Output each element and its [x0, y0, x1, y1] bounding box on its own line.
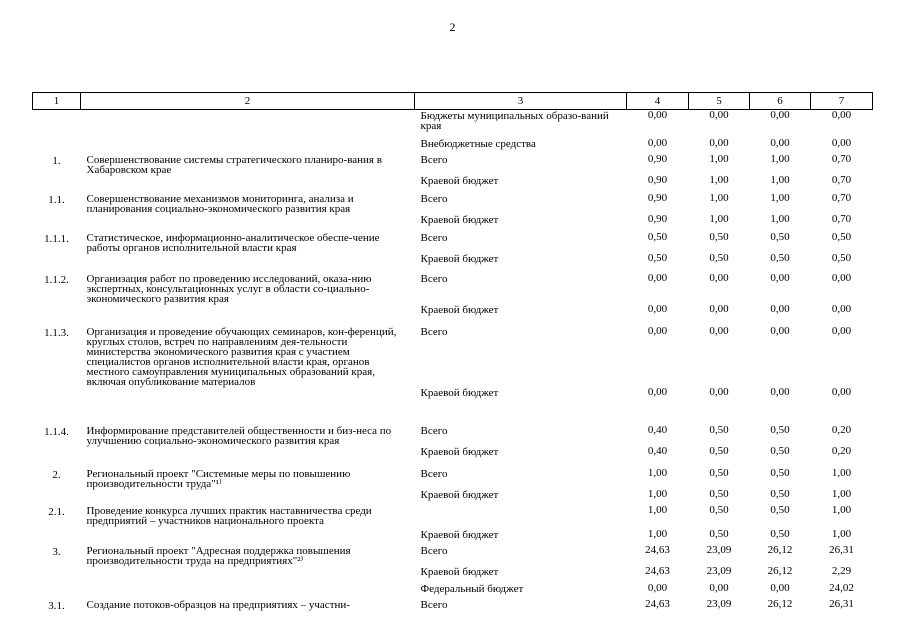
table-row [33, 253, 873, 273]
funding-value: 0,00 [709, 302, 729, 315]
funding-value: 1,00 [770, 212, 790, 225]
table-row [33, 273, 873, 304]
item-name: Организация и проведение обучающих семинаров, кон-ференций, круглых столов, встреч по направлениям дея-тельности министерства экономического развития края с участием специалистов органов исполнительной власти края, органов местного самоуправления муниципальных образований края, включая опубликование материалов [86, 325, 397, 388]
item-name: Региональный проект "Системные меры по повышению производительности труда"¹⁾ [86, 467, 351, 490]
funding-value: 23,09 [706, 597, 732, 610]
funding-value: 0,00 [647, 271, 668, 284]
funding-source: Всего [420, 325, 448, 338]
funding-value: 0,50 [770, 487, 790, 500]
funding-value: 26,12 [767, 597, 793, 610]
funding-value: 0,70 [831, 173, 852, 186]
item-number [33, 446, 81, 468]
funding-value: 1,00 [709, 152, 729, 165]
funding-value: 0,50 [709, 251, 729, 264]
funding-value: 0,00 [770, 581, 790, 594]
item-number: 1.1. [48, 193, 65, 206]
table-row [33, 304, 873, 326]
item-name [81, 529, 415, 545]
table-row [33, 138, 873, 154]
item-name [81, 304, 415, 326]
funding-source: Всего [420, 231, 448, 244]
funding-source: Всего [420, 153, 448, 166]
funding-source: Краевой бюджет [420, 213, 499, 226]
funding-source: Всего [420, 467, 448, 480]
funding-value: 0,00 [709, 385, 729, 398]
item-number [33, 566, 81, 583]
funding-value: 24,63 [645, 543, 670, 556]
funding-value: 2,29 [831, 564, 852, 577]
funding-value: 0,50 [647, 230, 668, 243]
item-name [81, 566, 415, 583]
funding-value: 0,50 [831, 251, 852, 264]
item-number [33, 304, 81, 326]
table-row [33, 505, 873, 529]
funding-value: 0,50 [709, 423, 729, 436]
table-row [33, 566, 873, 583]
program-funding-table [32, 92, 873, 615]
funding-value: 0,00 [831, 385, 852, 398]
funding-value: 0,00 [709, 271, 729, 284]
funding-value: 1,00 [709, 191, 729, 204]
funding-value: 1,00 [770, 173, 790, 186]
item-number [33, 214, 81, 232]
funding-value: 0,00 [831, 271, 852, 284]
funding-source: Всего [420, 544, 448, 557]
funding-value: 1,00 [709, 212, 729, 225]
table-row [33, 326, 873, 387]
funding-value: 1,00 [831, 527, 852, 540]
funding-value: 0,00 [770, 136, 790, 149]
funding-value: 23,09 [706, 564, 732, 577]
funding-source: Краевой бюджет [420, 386, 499, 399]
item-name [81, 138, 415, 154]
funding-value: 0,70 [831, 212, 852, 225]
funding-value: 1,00 [831, 466, 852, 479]
funding-value: 0,50 [770, 230, 790, 243]
funding-value: 0,00 [709, 324, 729, 337]
funding-value: 0,90 [647, 212, 668, 225]
item-name [81, 214, 415, 232]
column-header: 4 [627, 93, 689, 110]
page-number: 2 [449, 20, 456, 34]
item-name [81, 253, 415, 273]
funding-value: 0,00 [831, 302, 852, 315]
table-row [33, 110, 873, 138]
funding-value: 0,00 [770, 271, 790, 284]
funding-value: 0,50 [770, 527, 790, 540]
funding-value: 0,50 [709, 527, 729, 540]
item-number [33, 529, 81, 545]
funding-source: Краевой бюджет [420, 303, 499, 316]
funding-value: 0,00 [770, 385, 790, 398]
table-row [33, 599, 873, 615]
funding-value: 26,31 [829, 597, 854, 610]
funding-value: 0,40 [647, 444, 668, 457]
funding-value: 26,12 [767, 564, 793, 577]
column-header: 3 [415, 93, 627, 110]
funding-source: Краевой бюджет [420, 445, 499, 458]
table-row [33, 425, 873, 446]
funding-value: 0,70 [831, 191, 852, 204]
item-name [81, 446, 415, 468]
table-row [33, 175, 873, 193]
table-row [33, 387, 873, 425]
funding-source: Краевой бюджет [420, 252, 499, 265]
funding-value: 1,00 [831, 503, 852, 516]
item-name: Проведение конкурса лучших практик наставничества среди предприятий – участников национального проекта [86, 504, 372, 527]
funding-value: 0,50 [709, 487, 729, 500]
funding-value: 0,50 [831, 230, 852, 243]
funding-value: 0,90 [647, 191, 668, 204]
item-name: Совершенствование системы стратегического планиро-вания в Хабаровском крае [86, 153, 382, 176]
funding-value: 26,31 [829, 543, 854, 556]
funding-value: 0,00 [831, 324, 852, 337]
item-number [33, 175, 81, 193]
item-number: 1. [52, 154, 61, 167]
funding-value: 0,20 [831, 423, 852, 436]
funding-value: 1,00 [647, 487, 668, 500]
funding-value: 0,00 [647, 302, 668, 315]
funding-source: Всего [420, 272, 448, 285]
funding-value: 1,00 [647, 527, 668, 540]
funding-value: 1,00 [770, 191, 790, 204]
table-row [33, 446, 873, 468]
funding-value: 0,40 [647, 423, 668, 436]
item-name: Создание потоков-образцов на предприятиях – участни- [86, 598, 350, 611]
funding-value: 0,50 [709, 444, 729, 457]
column-header: 2 [81, 93, 415, 110]
column-header: 7 [811, 93, 873, 110]
column-header: 1 [33, 93, 81, 110]
funding-value: 0,00 [709, 581, 729, 594]
funding-value: 24,63 [645, 597, 670, 610]
funding-source: Всего [420, 424, 448, 437]
funding-value: 0,00 [709, 109, 729, 121]
funding-source: Краевой бюджет [420, 174, 499, 187]
funding-value: 0,90 [647, 173, 668, 186]
funding-value: 26,12 [767, 543, 793, 556]
item-number: 1.1.4. [44, 425, 69, 438]
item-number [33, 138, 81, 154]
table-row [33, 489, 873, 505]
funding-source: Краевой бюджет [420, 488, 499, 501]
table-body [33, 110, 873, 615]
table-row [33, 154, 873, 175]
item-number [33, 489, 81, 505]
item-name [81, 110, 415, 138]
table-row [33, 232, 873, 253]
item-name [81, 583, 415, 599]
funding-value: 0,00 [647, 385, 668, 398]
item-number: 1.1.3. [44, 326, 69, 339]
funding-value: 0,00 [647, 581, 668, 594]
item-name: Информирование представителей общественности и биз-неса по улучшению социально-экономического развития края [86, 424, 392, 447]
funding-value: 24,02 [829, 581, 854, 594]
funding-value: 24,63 [645, 564, 670, 577]
item-number: 1.1.2. [44, 273, 69, 286]
item-name [81, 175, 415, 193]
item-number [33, 110, 81, 138]
funding-value: 0,00 [770, 302, 790, 315]
funding-value: 0,00 [709, 136, 729, 149]
funding-value: 0,00 [647, 109, 668, 121]
column-header: 5 [689, 93, 750, 110]
item-number [33, 253, 81, 273]
funding-value: 0,50 [709, 230, 729, 243]
item-name [81, 387, 415, 425]
funding-source: Бюджеты муниципальных образо-ваний края [420, 110, 609, 132]
funding-source: Всего [420, 192, 448, 205]
item-name: Региональный проект "Адресная поддержка повышения производительности труда на предприятиях"²⁾ [86, 544, 351, 567]
funding-value: 0,00 [770, 109, 790, 121]
funding-source: Краевой бюджет [420, 528, 499, 541]
funding-value: 0,00 [831, 136, 852, 149]
funding-source: Всего [420, 598, 448, 611]
funding-value: 0,00 [770, 324, 790, 337]
table-row [33, 529, 873, 545]
funding-value: 0,00 [831, 109, 852, 121]
funding-value: 0,50 [770, 466, 790, 479]
funding-value: 0,50 [770, 503, 790, 516]
funding-value: 1,00 [770, 152, 790, 165]
funding-value: 0,50 [770, 444, 790, 457]
item-name: Совершенствование механизмов мониторинга, анализа и планирования социально-экономического развития края [86, 192, 354, 215]
funding-value: 0,90 [647, 152, 668, 165]
table-row [33, 193, 873, 214]
table-row [33, 468, 873, 489]
item-name [81, 489, 415, 505]
item-number: 2.1. [48, 505, 65, 518]
funding-value: 0,00 [647, 136, 668, 149]
item-name: Статистическое, информационно-аналитическое обеспе-чение работы органов исполнительной власти края [86, 231, 380, 254]
table-row [33, 545, 873, 566]
item-name: Организация работ по проведению исследований, оказа-нию экспертных, консультационных услуг в области со-циально-экономического развития края [86, 272, 372, 305]
item-number: 3.1. [48, 599, 65, 612]
funding-value: 0,20 [831, 444, 852, 457]
funding-value: 0,70 [831, 152, 852, 165]
funding-source [415, 505, 627, 529]
item-number [33, 387, 81, 425]
funding-value: 0,50 [770, 251, 790, 264]
column-header: 6 [750, 93, 811, 110]
funding-value: 23,09 [706, 543, 732, 556]
item-number: 1.1.1. [44, 232, 69, 245]
item-number: 3. [52, 545, 61, 558]
funding-value: 1,00 [647, 466, 668, 479]
funding-value: 0,00 [647, 324, 668, 337]
header-row [33, 93, 873, 110]
funding-value: 1,00 [647, 503, 668, 516]
funding-value: 1,00 [831, 487, 852, 500]
item-number: 2. [52, 468, 61, 481]
funding-source: Внебюджетные средства [420, 137, 536, 150]
funding-value: 0,50 [709, 466, 729, 479]
funding-value: 0,50 [770, 423, 790, 436]
funding-source: Федеральный бюджет [420, 582, 524, 595]
funding-value: 1,00 [709, 173, 729, 186]
table-row [33, 583, 873, 599]
table-row [33, 214, 873, 232]
funding-value: 0,50 [647, 251, 668, 264]
funding-value: 0,50 [709, 503, 729, 516]
funding-source: Краевой бюджет [420, 565, 499, 578]
item-number [33, 583, 81, 599]
